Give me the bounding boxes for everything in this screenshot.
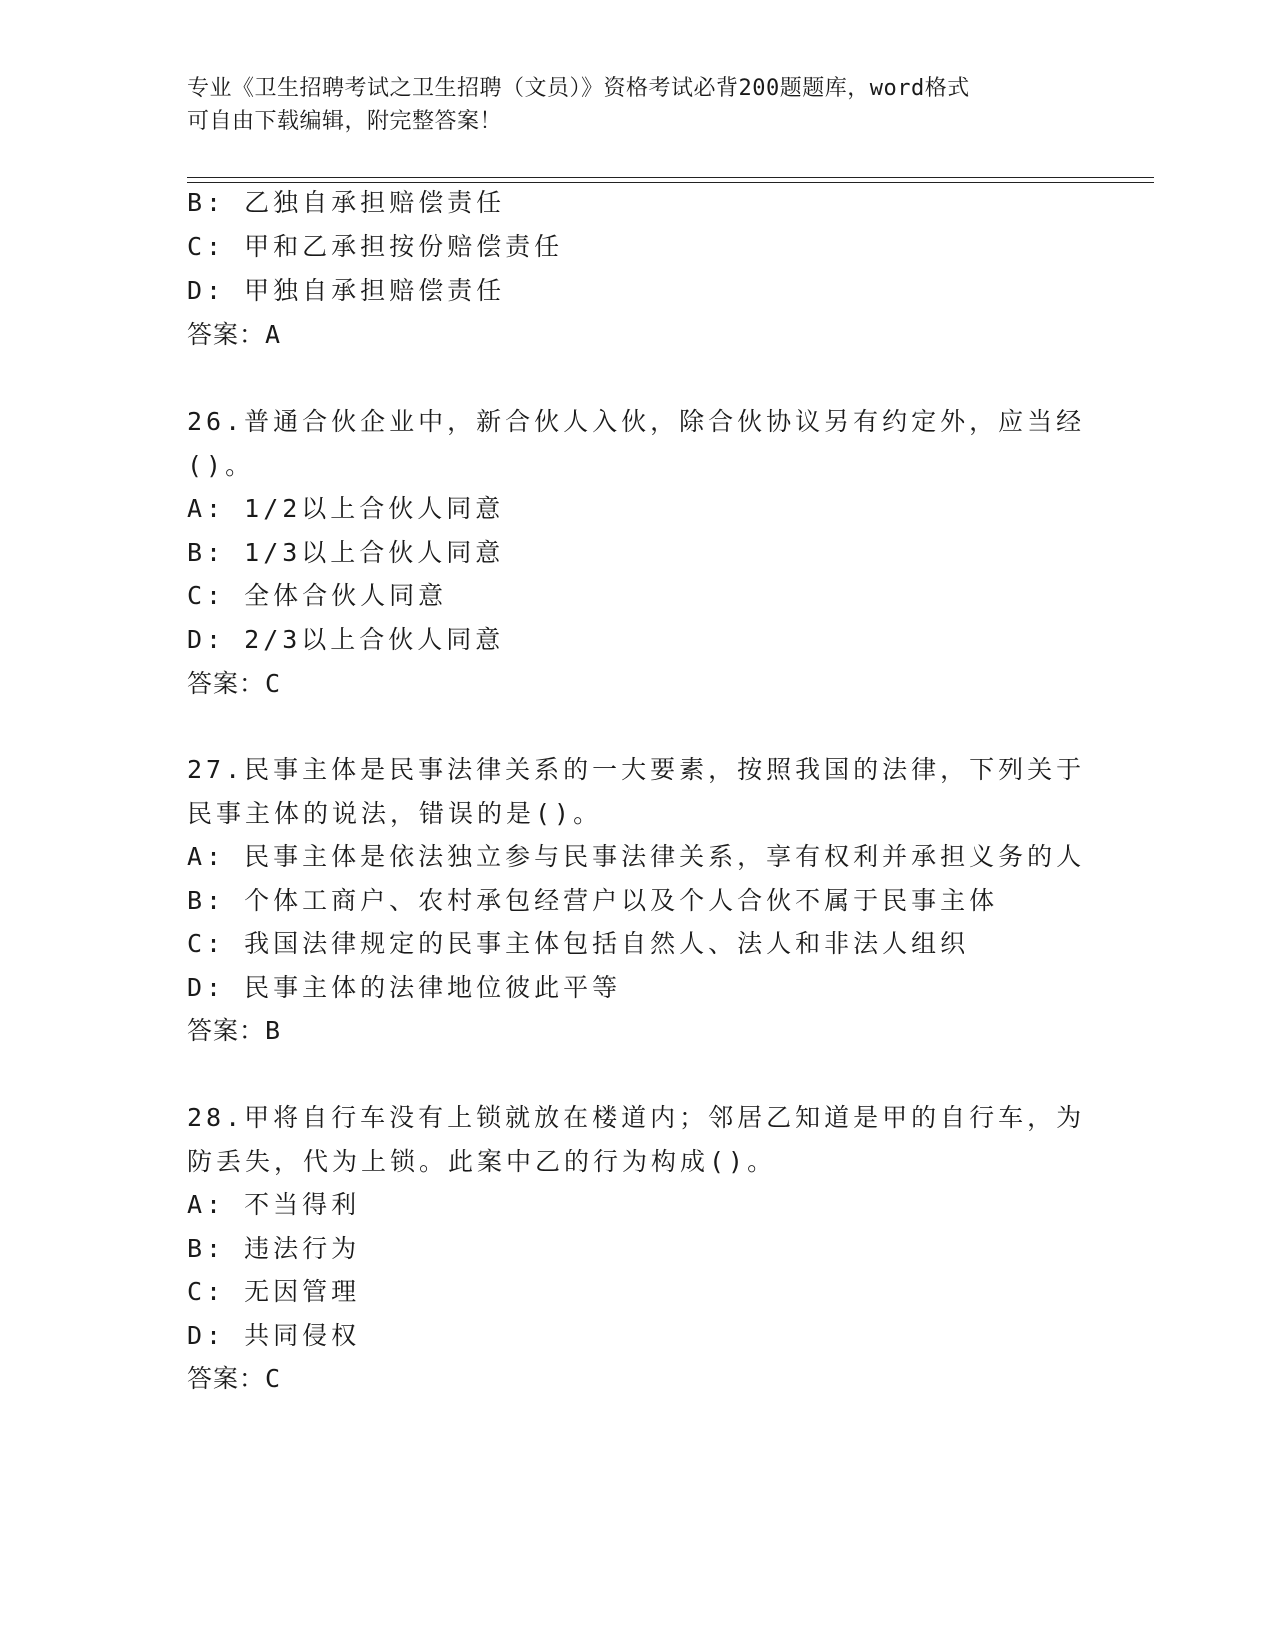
option-c: C: 我国法律规定的民事主体包括自然人、法人和非法人组织: [187, 929, 970, 958]
answer-line: 答案：A: [187, 320, 282, 349]
question-stem: 27.民事主体是民事法律关系的一大要素，按照我国的法律，下列关于: [187, 755, 1086, 784]
question-stem-cont: ()。: [187, 451, 255, 480]
option-d: D: 共同侵权: [187, 1321, 361, 1350]
question-stem: 26.普通合伙企业中，新合伙人入伙，除合伙协议另有约定外，应当经: [187, 407, 1086, 436]
option-d: D: 2/3以上合伙人同意: [187, 625, 505, 654]
question-stem-cont: 防丢失，代为上锁。此案中乙的行为构成()。: [187, 1147, 777, 1176]
option-c: C: 甲和乙承担按份赔偿责任: [187, 232, 564, 261]
question-stem-cont: 民事主体的说法，错误的是()。: [187, 799, 603, 828]
question-stem: 28.甲将自行车没有上锁就放在楼道内；邻居乙知道是甲的自行车，为: [187, 1103, 1086, 1132]
option-c: C: 全体合伙人同意: [187, 581, 448, 610]
option-d: D: 甲独自承担赔偿责任: [187, 276, 506, 305]
header-divider-bottom: [187, 182, 1154, 183]
option-b: B: 违法行为: [187, 1234, 361, 1263]
option-b: B: 个体工商户、农村承包经营户以及个人合伙不属于民事主体: [187, 886, 999, 915]
header-line-2: 可自由下载编辑，附完整答案！: [187, 109, 503, 134]
option-b: B: 1/3以上合伙人同意: [187, 538, 505, 567]
document-header: [187, 72, 1067, 138]
header-divider-top: [187, 177, 1154, 178]
header-line-1: 专业《卫生招聘考试之卫生招聘（文员）》资格考试必背200题题库，word格式: [187, 76, 970, 101]
option-d: D: 民事主体的法律地位彼此平等: [187, 973, 622, 1002]
option-a: A: 民事主体是依法独立参与民事法律关系，享有权利并承担义务的人: [187, 842, 1086, 871]
option-b: B: 乙独自承担赔偿责任: [187, 188, 506, 217]
option-a: A: 1/2以上合伙人同意: [187, 494, 505, 523]
option-c: C: 无因管理: [187, 1277, 361, 1306]
answer-line: 答案：C: [187, 669, 282, 698]
option-a: A: 不当得利: [187, 1190, 361, 1219]
answer-line: 答案：B: [187, 1016, 282, 1045]
answer-line: 答案：C: [187, 1364, 282, 1393]
